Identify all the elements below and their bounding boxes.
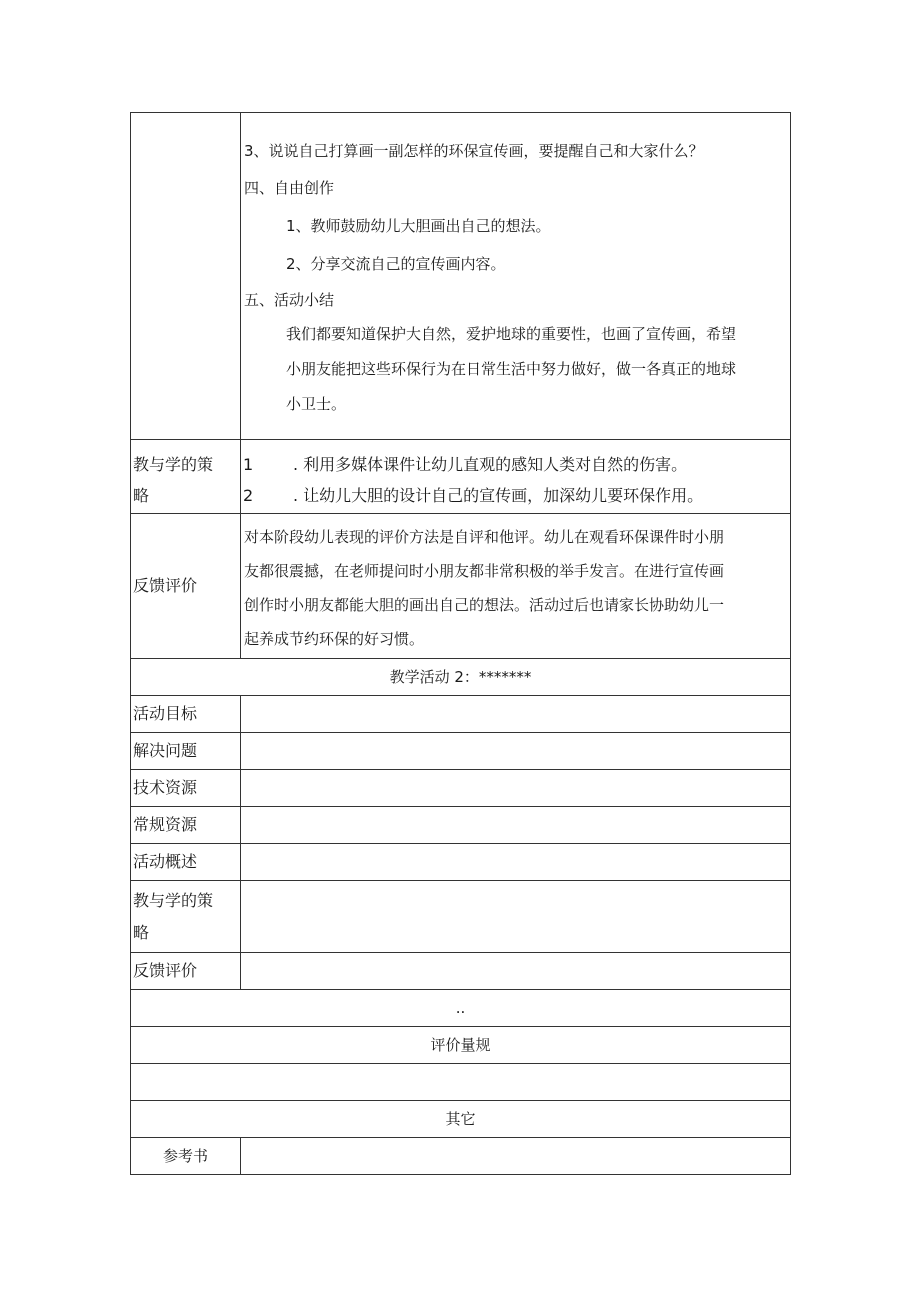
rubric-title: 评价量规 xyxy=(131,1027,791,1064)
creation-step-2: 2、分享交流自己的宣传画内容。 xyxy=(286,255,506,273)
activity2-overview-value xyxy=(241,844,791,881)
strategy-item-1 xyxy=(241,449,790,480)
strategy-item-1-text: . 利用多媒体课件让幼儿直观的感知人类对自然的伤害。 xyxy=(293,455,688,474)
reference-row xyxy=(131,1138,791,1175)
activity2-feedback-value xyxy=(241,953,791,990)
strategy-item-1-num: 1 xyxy=(243,455,254,474)
other-title-row xyxy=(131,1101,791,1138)
reference-value xyxy=(241,1138,791,1175)
process-row xyxy=(131,113,791,440)
strategy-label-line-2: 略 xyxy=(133,486,150,505)
activity2-regular-label: 常规资源 xyxy=(131,807,241,844)
feedback-content-cell xyxy=(241,514,791,659)
lesson-plan-table xyxy=(130,112,791,1175)
feedback-line-2: 友都很震撼，在老师提问时小朋友都非常积极的举手发言。在进行宣传画 xyxy=(244,562,725,580)
activity2-overview-row xyxy=(131,844,791,881)
process-line-3: 3、说说自己打算画一副怎样的环保宣传画，要提醒自己和大家什么？ xyxy=(244,142,704,160)
activity2-strategy-label xyxy=(131,881,241,953)
feedback-line-3: 创作时小朋友都能大胆的画出自己的想法。活动过后也请家长协助幼儿一 xyxy=(244,596,725,614)
activity2-title-row xyxy=(131,659,791,696)
activity2-feedback-label: 反馈评价 xyxy=(131,953,241,990)
activity2-goal-row xyxy=(131,696,791,733)
activity2-strategy-row xyxy=(131,881,791,953)
process-label-cell xyxy=(131,113,241,440)
strategy-item-2-text: . 让幼儿大胆的设计自己的宣传画，加深幼儿要环保作用。 xyxy=(293,486,704,505)
reference-label: 参考书 xyxy=(131,1138,241,1175)
activity2-problem-value xyxy=(241,733,791,770)
activity2-tech-value xyxy=(241,770,791,807)
section-free-creation: 四、自由创作 xyxy=(244,179,335,197)
activity2-goal-value xyxy=(241,696,791,733)
feedback-line-1: 对本阶段幼儿表现的评价方法是自评和他评。幼儿在观看环保课件时小朋 xyxy=(244,528,725,546)
process-content-cell xyxy=(241,113,791,440)
activity2-problem-row xyxy=(131,733,791,770)
activity2-regular-row xyxy=(131,807,791,844)
strategy-item-2-num: 2 xyxy=(243,486,254,505)
section-summary: 五、活动小结 xyxy=(244,291,335,309)
activity2-overview-label: 活动概述 xyxy=(131,844,241,881)
summary-line-3: 小卫士。 xyxy=(286,395,347,413)
dots-row xyxy=(131,990,791,1027)
activity2-regular-value xyxy=(241,807,791,844)
feedback-row xyxy=(131,514,791,659)
summary-line-2: 小朋友能把这些环保行为在日常生活中努力做好，做一各真正的地球 xyxy=(286,360,737,378)
activity2-tech-row xyxy=(131,770,791,807)
activity2-strategy-line-1: 教与学的策 xyxy=(133,891,214,910)
rubric-content-row xyxy=(131,1064,791,1101)
activity2-title: 教学活动 2：******* xyxy=(131,659,791,696)
activity2-strategy-line-2: 略 xyxy=(133,923,150,942)
feedback-label-cell xyxy=(131,514,241,659)
dots-text: .. xyxy=(131,990,791,1027)
activity2-feedback-row xyxy=(131,953,791,990)
activity2-strategy-value xyxy=(241,881,791,953)
strategy-content-cell xyxy=(241,440,791,514)
other-title: 其它 xyxy=(131,1101,791,1138)
strategy-label-cell xyxy=(131,440,241,514)
activity2-tech-label: 技术资源 xyxy=(131,770,241,807)
activity2-goal-label: 活动目标 xyxy=(131,696,241,733)
strategy-label-line-1: 教与学的策 xyxy=(133,455,214,474)
rubric-content xyxy=(131,1064,791,1101)
feedback-label: 反馈评价 xyxy=(133,576,198,595)
strategy-item-2 xyxy=(241,480,790,511)
rubric-title-row xyxy=(131,1027,791,1064)
feedback-line-4: 起养成节约环保的好习惯。 xyxy=(244,630,425,648)
activity2-problem-label: 解决问题 xyxy=(131,733,241,770)
summary-line-1: 我们都要知道保护大自然，爱护地球的重要性，也画了宣传画，希望 xyxy=(286,325,737,343)
creation-step-1: 1、教师鼓励幼儿大胆画出自己的想法。 xyxy=(286,217,551,235)
strategy-row xyxy=(131,440,791,514)
